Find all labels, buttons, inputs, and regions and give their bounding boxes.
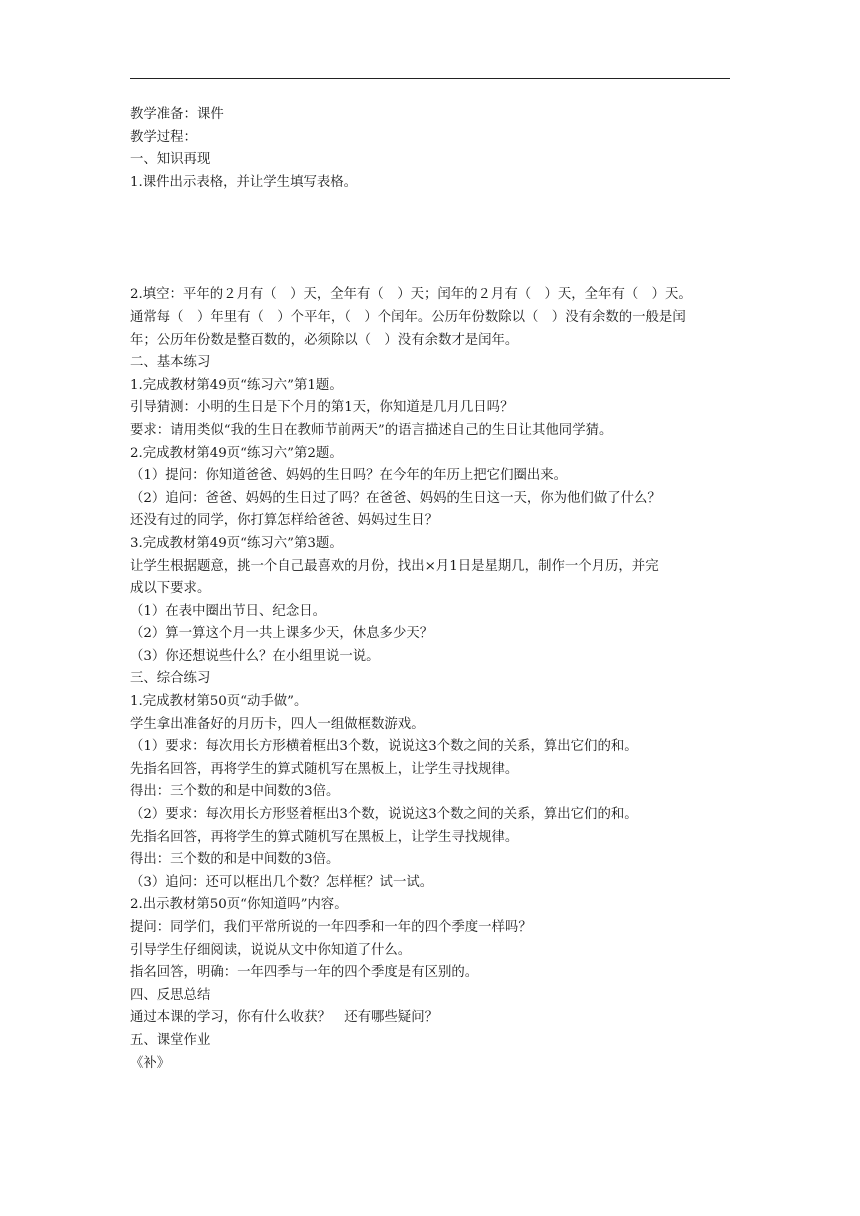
text-line: 指名回答，明确：一年四季与一年的四个季度是有区别的。: [130, 965, 479, 981]
text-line: 得出：三个数的和是中间数的3倍。: [130, 784, 340, 800]
text-line: 年；公历年份数是整百数的，必须除以（ ）没有余数才是闰年。: [130, 332, 519, 348]
text-line: 通过本课的学习，你有什么收获？ 还有哪些疑问？: [130, 1010, 438, 1026]
text-line: （2）要求：每次用长方形竖着框出3个数，说说这3个数之间的关系，算出它们的和。: [130, 807, 638, 823]
text-line: （1）要求：每次用长方形横着框出3个数，说说这3个数之间的关系，算出它们的和。: [130, 739, 638, 755]
text-line: 《补》: [130, 1055, 171, 1071]
text-line: （1）提问：你知道爸爸、妈妈的生日吗？在今年的年历上把它们圈出来。: [130, 468, 568, 484]
text-line: 通常每（ ）年里有（ ）个平年，（ ）个闰年。公历年份数除以（ ）没有余数的一般是闰: [130, 309, 686, 325]
text-line: 四、反思总结: [130, 987, 211, 1003]
text-line: 还没有过的同学，你打算怎样给爸爸、妈妈过生日？: [130, 513, 438, 529]
intro-lines: [130, 104, 732, 194]
exercise-lines: [130, 352, 732, 1075]
text-line: 一、知识再现: [130, 152, 211, 168]
fill-blank-paragraph: [130, 284, 732, 352]
document-body: [130, 104, 732, 1075]
text-line: 让学生根据题意，挑一个自己最喜欢的月份，找出×月1日是星期几，制作一个月历，并完: [130, 558, 659, 574]
table-placeholder-gap: [130, 194, 732, 284]
text-line: 三、综合练习: [130, 671, 211, 687]
text-line: （2）算一算这个月一共上课多少天，休息多少天？: [130, 626, 434, 642]
text-line: 二、基本练习: [130, 355, 211, 371]
text-line: 1.完成教材第49页“练习六”第1题。: [130, 377, 343, 393]
text-line: 2.出示教材第50页“你知道吗”内容。: [130, 897, 348, 913]
text-line: 3.完成教材第49页“练习六”第3题。: [130, 535, 343, 551]
text-line: （3）追问：还可以框出几个数？怎样框？试一试。: [130, 874, 434, 890]
text-line: （2）追问：爸爸、妈妈的生日过了吗？在爸爸、妈妈的生日这一天，你为他们做了什么？: [130, 490, 661, 506]
text-line: （1）在表中圈出节日、纪念日。: [130, 603, 326, 619]
text-line: 学生拿出准备好的月历卡，四人一组做框数游戏。: [130, 716, 425, 732]
text-line: 提问：同学们，我们平常所说的一年四季和一年的四个季度一样吗？: [130, 920, 532, 935]
text-line: 2.填空：平年的２月有（ ）天，全年有（ ）天；闰年的２月有（ ）天，全年有（ ）天。: [130, 287, 692, 303]
text-line: 2.完成教材第49页“练习六”第2题。: [130, 445, 343, 461]
text-line: 引导学生仔细阅读，说说从文中你知道了什么。: [130, 942, 412, 958]
text-line: （3）你还想说些什么？在小组里说一说。: [130, 648, 380, 664]
text-line: 要求：请用类似“我的生日在教师节前两天”的语言描述自己的生日让其他同学猜。: [130, 422, 613, 438]
text-line: 引导猜测：小明的生日是下个月的第1天，你知道是几月几日吗？: [130, 400, 514, 416]
header-rule: [130, 78, 730, 79]
text-line: 五、课堂作业: [130, 1032, 211, 1048]
text-line: 教学过程：: [130, 129, 197, 145]
text-line: 先指名回答，再将学生的算式随机写在黑板上，让学生寻找规律。: [130, 829, 519, 845]
text-line: 成以下要求。: [130, 581, 211, 597]
text-line: 得出：三个数的和是中间数的3倍。: [130, 852, 340, 868]
text-line: 1.课件出示表格，并让学生填写表格。: [130, 174, 358, 190]
text-line: 1.完成教材第50页“动手做”。: [130, 694, 308, 710]
text-line: 先指名回答，再将学生的算式随机写在黑板上，让学生寻找规律。: [130, 761, 519, 777]
text-line: 教学准备：课件: [130, 107, 224, 122]
